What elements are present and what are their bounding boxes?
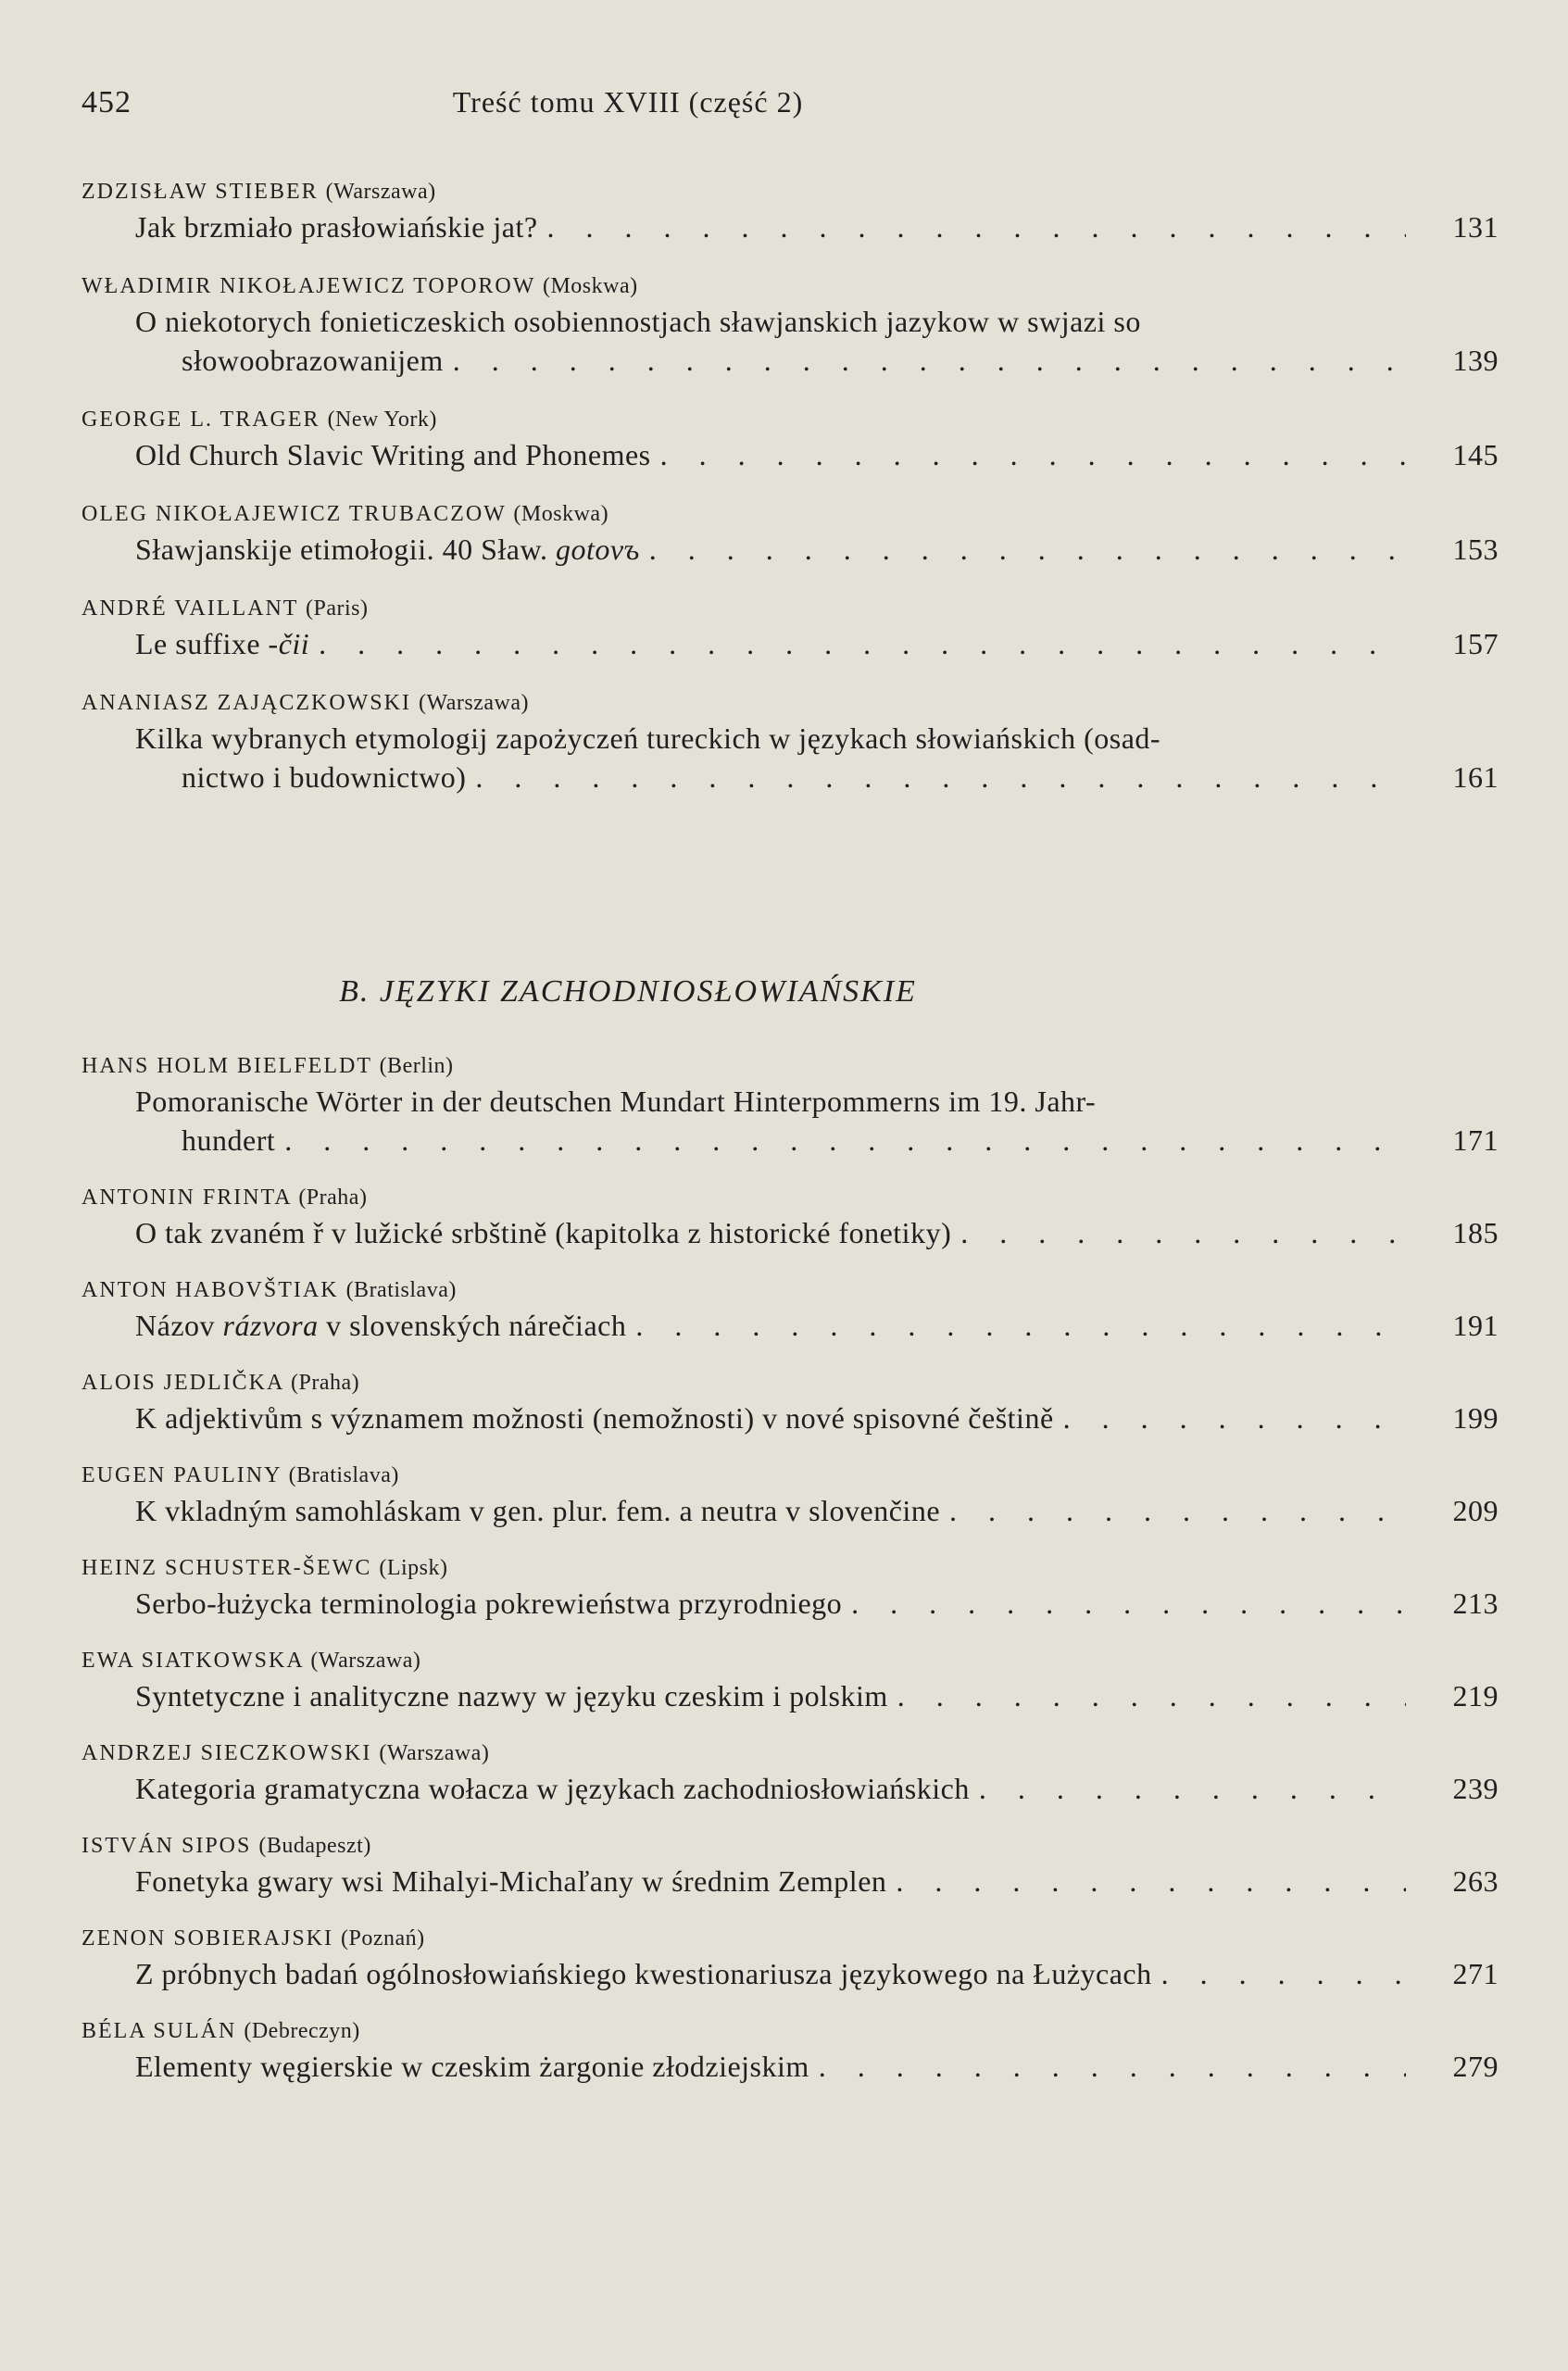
author-place: (Moskwa) (513, 502, 609, 526)
author-name: BÉLA SULÁN (82, 2019, 237, 2043)
toc-entry (82, 1830, 1499, 1901)
author-name: WŁADIMIR NIKOŁAJEWICZ TOPOROW (82, 274, 535, 298)
leader-dots (319, 624, 1406, 663)
toc-entry (82, 1737, 1499, 1808)
toc-entry (82, 498, 1499, 569)
author-place: (Bratislava) (345, 1278, 457, 1302)
leader-dots (897, 1676, 1406, 1715)
author-name: ANDRÉ VAILLANT (82, 596, 299, 621)
title-text: Syntetyczne i analityczne nazwy w języku czeskim i polskim (135, 1679, 888, 1712)
title-last-line (135, 1584, 1406, 1623)
entry-author (82, 498, 1499, 530)
entry-author (82, 687, 1499, 719)
section-heading: B. JĘZYKI ZACHODNIOSŁOWIAŃSKIE (339, 974, 917, 1009)
entry-title (82, 435, 1499, 474)
toc-entry (82, 2015, 1499, 2086)
author-name: HANS HOLM BIELFELDT (82, 1054, 372, 1078)
author-place: (New York) (327, 408, 437, 432)
entry-page-number: 239 (1452, 1772, 1499, 1805)
entry-author (82, 2015, 1499, 2047)
title-text: nictwo i budownictwo) (182, 760, 467, 794)
author-name: ZDZISŁAW STIEBER (82, 180, 319, 204)
title-last-line (135, 1121, 1406, 1160)
title-text: Kategoria gramatyczna wołacza w językach zachodniosłowiańskich (135, 1772, 970, 1805)
author-place: (Poznań) (341, 1926, 425, 1951)
toc-entry (82, 687, 1499, 797)
leader-dots (1063, 1399, 1406, 1437)
page-header (82, 85, 1499, 130)
title-last-line (135, 2047, 1406, 2086)
title-text: K adjektivům s významem možnosti (nemožnosti) v nové spisovné češtině (135, 1401, 1054, 1435)
entry-page-number: 199 (1452, 1401, 1499, 1435)
author-place: (Warszawa) (325, 180, 436, 204)
toc-entry (82, 1645, 1499, 1715)
entry-author (82, 1182, 1499, 1213)
author-place: (Bratislava) (288, 1463, 399, 1487)
author-name: ANTONIN FRINTA (82, 1186, 292, 1210)
title-text: Serbo-łużycka terminologia pokrewieństwa przyrodniego (135, 1587, 843, 1620)
author-name: ALOIS JEDLIČKA (82, 1371, 283, 1395)
entry-author (82, 404, 1499, 435)
entry-author (82, 176, 1499, 207)
author-name: OLEG NIKOŁAJEWICZ TRUBACZOW (82, 502, 507, 526)
leader-dots (649, 530, 1406, 569)
entry-page-number: 139 (1452, 344, 1499, 377)
entry-page-number: 209 (1452, 1494, 1499, 1527)
author-name: ANANIASZ ZAJĄCZKOWSKI (82, 691, 411, 715)
leader-dots (1161, 1954, 1406, 1993)
leader-dots (819, 2047, 1406, 2086)
entry-author (82, 1737, 1499, 1769)
author-place: (Praha) (298, 1186, 368, 1210)
entry-title (82, 1399, 1499, 1437)
title-text: Le suffixe (135, 627, 261, 660)
title-last-line (135, 207, 1406, 246)
entry-title (82, 1584, 1499, 1623)
title-last-line (135, 435, 1406, 474)
entry-page-number: 185 (1452, 1216, 1499, 1249)
leader-dots (475, 758, 1406, 797)
title-last-line (135, 530, 1406, 569)
author-place: (Moskwa) (542, 274, 638, 298)
leader-dots (960, 1213, 1406, 1252)
author-name: ZENON SOBIERAJSKI (82, 1926, 334, 1951)
title-last-line (135, 1399, 1406, 1437)
leader-dots (635, 1306, 1406, 1345)
entry-page-number: 153 (1452, 533, 1499, 566)
title-text: Fonetyka gwary wsi Mihalyi-Michaľany w średnim Zemplen (135, 1864, 887, 1898)
author-place: (Warszawa) (379, 1741, 490, 1765)
toc-entry (82, 1050, 1499, 1160)
title-text: O tak zvaném ř v lužické srbštině (kapitolka z historické fonetiky) (135, 1216, 952, 1249)
entry-title (82, 530, 1499, 569)
author-name: EUGEN PAULINY (82, 1463, 282, 1487)
author-name: ANDRZEJ SIECZKOWSKI (82, 1741, 372, 1765)
title-last-line (135, 624, 1406, 663)
title-prefix: Názov (135, 1309, 216, 1342)
title-text: Z próbnych badań ogólnosłowiańskiego kwestionariusza językowego na Łużycach (135, 1957, 1152, 1990)
running-title: Treść tomu XVIII (część 2) (452, 85, 804, 119)
entry-title (82, 2047, 1499, 2086)
title-line-text: Pomoranische Wörter in der deutschen Mundart Hinterpommerns im 19. Jahr- (135, 1085, 1097, 1118)
leader-dots (660, 435, 1406, 474)
author-name: EWA SIATKOWSKA (82, 1649, 304, 1673)
author-name: HEINZ SCHUSTER-ŠEWC (82, 1556, 372, 1580)
title-italic: -čii (268, 627, 310, 660)
title-last-line (135, 1676, 1406, 1715)
entry-page-number: 279 (1452, 2050, 1499, 2083)
entry-author (82, 593, 1499, 624)
title-text: Jak brzmiało prasłowiańskie jat? (135, 210, 538, 244)
title-italic: rázvora (222, 1309, 319, 1342)
entry-title (82, 624, 1499, 663)
entry-page-number: 157 (1452, 627, 1499, 660)
author-place: (Berlin) (379, 1054, 454, 1078)
title-text: Sławjanskije etimołogii. 40 Sław. (135, 533, 548, 566)
title-italic: gotovъ (556, 533, 640, 566)
title-last-line (135, 1862, 1406, 1901)
entry-title (82, 1491, 1499, 1530)
entry-title (82, 1769, 1499, 1808)
title-text: v slovenských nárečiach (326, 1309, 627, 1342)
title-last-line (135, 1306, 1406, 1345)
toc-entry (82, 1274, 1499, 1345)
toc-entry (82, 1923, 1499, 1993)
title-line-text: Kilka wybranych etymologij zapożyczeń tureckich w językach słowiańskich (osad- (135, 721, 1161, 755)
author-place: (Budapeszt) (258, 1834, 371, 1858)
entry-title (82, 207, 1499, 246)
entries-section-a (82, 176, 1499, 821)
title-line-text: O niekotorych fonieticzeskich osobiennostjach sławjanskich jazykow w swjazi so (135, 305, 1141, 338)
entry-page-number: 161 (1452, 760, 1499, 794)
entry-author (82, 1367, 1499, 1399)
title-text: Old Church Slavic Writing and Phonemes (135, 438, 651, 471)
toc-entry (82, 1552, 1499, 1623)
entry-title (82, 1306, 1499, 1345)
author-place: (Debreczyn) (244, 2019, 360, 2043)
leader-dots (453, 341, 1406, 380)
title-last-line (135, 1491, 1406, 1530)
author-place: (Warszawa) (310, 1649, 421, 1673)
entry-title (82, 1954, 1499, 1993)
title-last-line (135, 1213, 1406, 1252)
leader-dots (851, 1584, 1406, 1623)
entry-author (82, 1645, 1499, 1676)
entry-author (82, 270, 1499, 302)
title-text: K vkladným samohláskam v gen. plur. fem. a neutra v slovenčine (135, 1494, 941, 1527)
leader-dots (949, 1491, 1406, 1530)
entry-title (82, 302, 1499, 380)
author-place: (Warszawa) (418, 691, 529, 715)
title-text: hundert (182, 1123, 276, 1157)
entry-author (82, 1274, 1499, 1306)
title-text: Elementy węgierskie w czeskim żargonie złodziejskim (135, 2050, 809, 2083)
entry-title (82, 1082, 1499, 1160)
entry-page-number: 131 (1452, 210, 1499, 244)
toc-entry (82, 593, 1499, 663)
entry-page-number: 213 (1452, 1587, 1499, 1620)
toc-entry (82, 404, 1499, 474)
toc-entry (82, 1367, 1499, 1437)
entry-title (82, 1862, 1499, 1901)
entry-page-number: 219 (1452, 1679, 1499, 1712)
entry-author (82, 1050, 1499, 1082)
title-last-line (135, 341, 1406, 380)
entry-page-number: 171 (1452, 1123, 1499, 1157)
entry-page-number: 271 (1452, 1957, 1499, 1990)
title-last-line (135, 1954, 1406, 1993)
entry-author (82, 1552, 1499, 1584)
entry-page-number: 191 (1452, 1309, 1499, 1342)
title-last-line (135, 1769, 1406, 1808)
author-name: GEORGE L. TRAGER (82, 408, 320, 432)
toc-entry (82, 1182, 1499, 1252)
title-text: słowoobrazowanijem (182, 344, 444, 377)
author-name: ISTVÁN SIPOS (82, 1834, 252, 1858)
author-place: (Lipsk) (379, 1556, 448, 1580)
leader-dots (284, 1121, 1406, 1160)
toc-entry (82, 1460, 1499, 1530)
entry-page-number: 145 (1452, 438, 1499, 471)
author-name: ANTON HABOVŠTIAK (82, 1278, 339, 1302)
title-last-line (135, 758, 1406, 797)
entry-author (82, 1830, 1499, 1862)
toc-entry (82, 270, 1499, 380)
page-number: 452 (82, 85, 132, 119)
entries-section-b (82, 1050, 1499, 2108)
toc-entry (82, 176, 1499, 246)
author-place: (Praha) (291, 1371, 360, 1395)
leader-dots (979, 1769, 1406, 1808)
entry-author (82, 1923, 1499, 1954)
leader-dots (896, 1862, 1406, 1901)
entry-page-number: 263 (1452, 1864, 1499, 1898)
entry-title (82, 1213, 1499, 1252)
entry-title (82, 1676, 1499, 1715)
leader-dots (547, 207, 1406, 246)
author-place: (Paris) (306, 596, 369, 621)
entry-title (82, 719, 1499, 797)
entry-author (82, 1460, 1499, 1491)
